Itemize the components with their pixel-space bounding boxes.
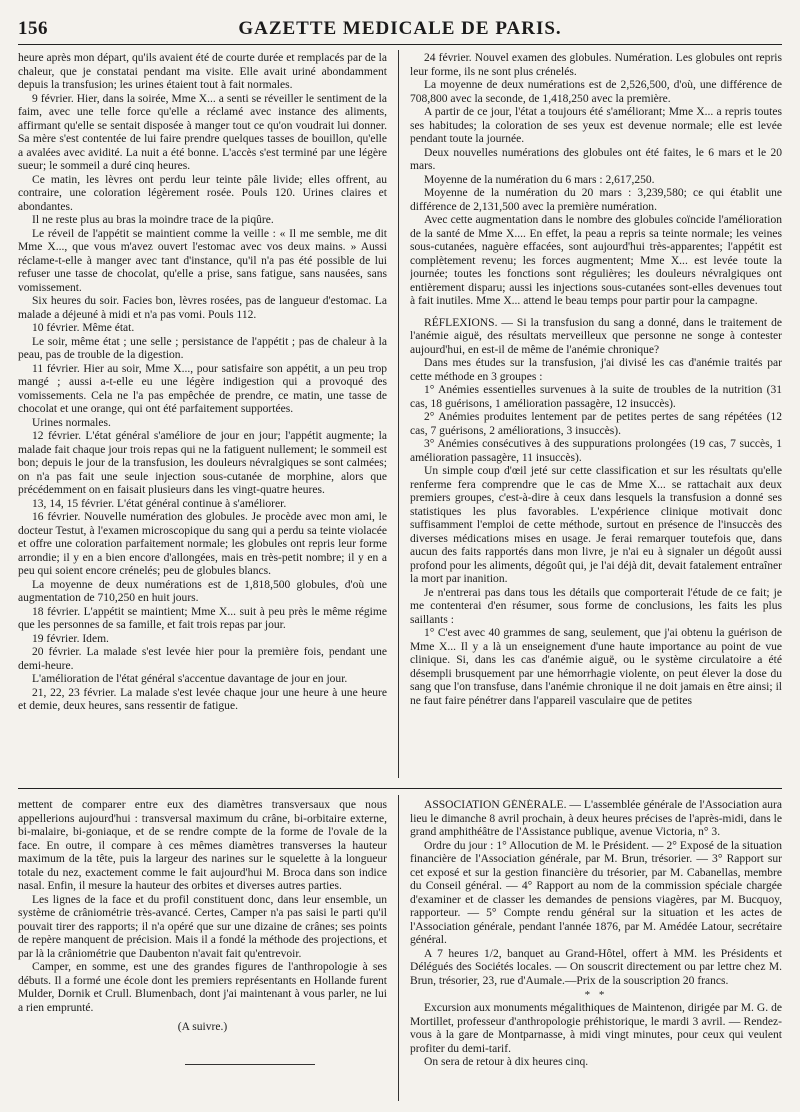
- paragraph: mettent de comparer entre eux des diamètres transversaux que nous appellerions aujourd'hui : transversal maximum du crâne, bi-orbitaire externe, bi-malaire, bi-goniaque, et de se rendre compte de la forme de l'ovale de la face. En outre, il compare à ces mêmes diamètres transverses la hauteur maximum de la tête, puis la largeur des narines sur le squelette à la longueur totale du nez, exactement comme le fait aujourd'hui M. Broca dans son indice nasal. Enfin, il mesure la hauteur des orbites et diverses autres parties.: [18, 799, 387, 892]
- paragraph: heure après mon départ, qu'ils avaient été de courte durée et remplacés par de la chaleur, que je constatai pendant ma visite. Elle avait uriné abondamment depuis la transfusion; les urines étaient tout à fait normales.: [18, 52, 387, 91]
- page-header: [18, 18, 782, 40]
- paragraph: 11 février. Hier au soir, Mme X..., pour satisfaire son appétit, a un peu trop mangé ; aussi a-t-elle eu une légère indigestion qui a provoqué des vomissements. Cela ne l'a pas empêchée de prendre, ce matin, une tasse de chocolat et une orange, qui ont été parfaitement supportées.: [18, 362, 387, 415]
- paragraph: 10 février. Même état.: [32, 322, 135, 334]
- footnote-rule: [185, 1064, 315, 1065]
- news-association-generale: ASSOCIATION GÉNÉRALE. — L'assemblée générale de l'Association aura lieu le dimanche 8 avril prochain, à deux heures précises de l'après-midi, dans le grand amphithéâtre de l'Assistance publique, avenue Victoria, n° 3.: [410, 799, 782, 838]
- journal-title: GAZETTE MEDICALE DE PARIS.: [238, 18, 562, 39]
- paragraph: 20 février. La malade s'est levée hier pour la première fois, pendant une demi-heure.: [18, 646, 387, 672]
- list-item: 2° Anémies produites lentement par de petites pertes de sang répétées (12 cas, 7 guérisons, 2 améliorations, 3 insuccès).: [410, 411, 782, 437]
- paragraph: Un simple coup d'œil jeté sur cette classification et sur les résultats qu'elle renferme fera comprendre que le cas de Mme X... se rattachait aux deux premiers groupes, c'est-à-dire à ceux dans lesquels la transfusion a donné ses statistiques les plus favorables. L'expérience clinique motivait donc suffisamment l'emploi de cette méthode, surtout en présence de l'insuccès des diverses médications mises en usage. Je ferai remarquer toutefois que, dans aucun des faits rapportés dans mon livre, je n'ai eu à signaler un dégoût aussi profond pour les aliments, dégoût qui, je l'ai déjà dit, devait fatalement entraîner la mort par inanition.: [410, 465, 782, 585]
- paragraph: 12 février. L'état général s'améliore de jour en jour; l'appétit augmente; la malade fait chaque jour trois repas qui ne la fatiguent nullement; le sommeil est bon; depuis le jour de la transfusion, les douleurs névralgiques se sont calmées; on n'a pas fait une seule injection sous-cutanée de morphine, alors que précédemment on en faisait plusieurs dans les vingt-quatre heures.: [18, 430, 387, 496]
- column-top-right: [410, 52, 782, 774]
- paragraph: 13, 14, 15 février. L'état général continue à s'améliorer.: [32, 497, 287, 510]
- paragraph: Dans mes études sur la transfusion, j'ai divisé les cas d'anémie traités par cette méthode en 3 groupes :: [410, 357, 782, 383]
- paragraph: On sera de retour à dix heures cinq.: [424, 1056, 589, 1068]
- section-rule: [18, 788, 782, 789]
- paragraph: La moyenne de deux numérations est de 1,818,500 globules, d'où une augmentation de 710,250 en huit jours.: [18, 578, 387, 604]
- column-divider-bottom: [398, 795, 399, 1101]
- section-heading-reflexions: RÉFLEXIONS. — Si la transfusion du sang a donné, dans le traitement de l'anémie aiguë, des résultats merveilleux que personne ne songe à contester aujourd'hui, en est-il de même de l'anémie chronique?: [410, 316, 782, 356]
- paragraph: Il ne reste plus au bras la moindre trace de la piqûre.: [32, 214, 274, 226]
- list-item: 3° Anémies consécutives à des suppurations prolongées (19 cas, 7 succès, 1 amélioration passagère, 11 insuccès).: [410, 438, 782, 464]
- paragraph: 16 février. Nouvelle numération des globules. Je procède avec mon ami, le docteur Testut, à l'examen microscopique du sang qui a perdu sa teinte violacée et offre une coloration parfaitement normale; les globules ont repris leur forme arrondie; il y en a bien encore d'allongées, mais en très-petit nombre; il y en a peu qui soient encore crénelés; peu de globules blancs.: [18, 511, 387, 577]
- paragraph: Camper, en somme, est une des grandes figures de l'anthropologie à ses débuts. Il a formé une école dont les premiers représentants en Hollande furent Mulder, Dornik et Crull. Blumenbach, dont j'ai maintenant à vous parler, ne lui a rien emprunté.: [18, 961, 387, 1014]
- column-divider: [398, 50, 399, 778]
- column-bottom-right: [410, 799, 782, 1099]
- column-top-left: [18, 52, 387, 774]
- paragraph: Ordre du jour : 1° Allocution de M. le Président. — 2° Exposé de la situation financière de l'Association générale, par M. Brun, trésorier. — 3° Rapport sur cet exposé et sur la gestion financière du trésorier, par M. Cabanellas, membre du Conseil général. — 4° Rapport au nom de la commission spéciale chargée d'examiner et de classer les demandes de pensions viagères, par M. Bucquoy, rapporteur. — 5° Compte rendu général sur la situation et les actes de l'Association générale, pendant l'année 1876, par M. Amédée Latour, secrétaire général.: [410, 839, 782, 946]
- paragraph: 9 février. Hier, dans la soirée, Mme X... a senti se réveiller le sentiment de la faim, avec une telle force qu'elle a réclamé avec instance des aliments, affirmant qu'elle se sentait disposée à manger tout ce qu'on voudrait lui donner. Sa mère s'est contentée de lui faire prendre quelques tasses de bouillon, qu'elle a avalées avec avidité. La nuit a été bonne. L'accès s'est terminé par une légère sueur; le sommeil a duré cinq heures.: [18, 92, 387, 172]
- paragraph: Ce matin, les lèvres ont perdu leur teinte pâle livide; elles offrent, au contraire, une coloration légèrement rosée. Pouls 120. Urines claires et abondantes.: [18, 173, 387, 213]
- paragraph: Le soir, même état ; une selle ; persistance de l'appétit ; pas de chaleur à la peau, pas de trouble de la digestion.: [18, 335, 387, 361]
- paragraph: Je n'entrerai pas dans tous les détails que comporterait l'étude de ce fait; je me contenterai d'en résumer, sous forme de conclusions, les faits les plus saillants :: [410, 586, 782, 626]
- header-rule: [18, 44, 782, 45]
- paragraph: Urines normales.: [32, 416, 111, 429]
- list-item: 1° Anémies essentielles survenues à la suite de troubles de la nutrition (31 cas, 18 guérisons, 1 amélioration passagère, 12 insuccès).: [410, 384, 782, 410]
- column-bottom-left: [18, 799, 387, 1099]
- news-excursion: Excursion aux monuments mégalithiques de Maintenon, dirigée par M. G. de Mortillet, professeur d'anthropologie préhistorique, le mardi 3 avril. — Rendez-vous à la gare de Montparnasse, à midi vingt minutes, pour ceux qui veulent profiter du demi-tarif.: [410, 1002, 782, 1055]
- paragraph: 24 février. Nouvel examen des globules. Numération. Les globules ont repris leur forme, ils ne sont plus crénelés.: [410, 52, 782, 78]
- paragraph: A partir de ce jour, l'état a toujours été s'améliorant; Mme X... a repris toutes ses habitudes; la coloration de ses yeux est devenue normale; elle est levée pendant toute la journée.: [410, 106, 782, 145]
- to-be-continued: (A suivre.): [177, 1021, 228, 1033]
- paragraph: Moyenne de la numération du 20 mars : 3,239,580; ce qui établit une différence de 2,131,500 avec la première numération.: [410, 187, 782, 213]
- page-number: 156: [18, 18, 48, 39]
- paragraph: Deux nouvelles numérations des globules ont été faites, le 6 mars et le 20 mars.: [410, 146, 782, 172]
- paragraph: Les lignes de la face et du profil constituent donc, dans leur ensemble, un système de crâniométrie très-avancé. Certes, Camper n'a pas saisi le parti qu'il pouvait tirer des rapports; il n'a opéré que sur une dizaine de crânes; ses points de repère manquent de précision. Mais il a fondé la méthode des projections, et par là la crâniométrie que Daubenton n'avait fait qu'entrevoir.: [18, 893, 387, 960]
- paragraph: Avec cette augmentation dans le nombre des globules coïncide l'amélioration de la santé de Mme X.... En effet, la peau a repris sa teinte normale; les veines sous-cutanées, naguère effacées, sont aujourd'hui très-apparentes; l'appétit est complètement revenu; les forces augmentent; Mme X... est levée toute la journée; toutes les fonctions sont régulières; les douleurs névralgiques ont entièrement disparu; aussi les injections sous-cutanées sont-elles devenues tout à fait inutiles. Mme X... attend le beau temps pour partir pour la campagne.: [410, 214, 782, 307]
- paragraph: Le réveil de l'appétit se maintient comme la veille : « Il me semble, me dit Mme X..., que vous m'avez ouvert l'estomac avec vos deux mains. » Aussi réclame-t-elle à manger avec tant d'instance, qu'il n'a pas été possible de lui refuser une tasse de chocolat, qu'elle a prise, sans fatigue, sans nausées, sans vomissement.: [18, 227, 387, 294]
- paragraph: L'amélioration de l'état général s'accentue davantage de jour en jour.: [32, 673, 348, 685]
- paragraph: 21, 22, 23 février. La malade s'est levée chaque jour une heure à une heure et demie, deux heures, sans ressentir de fatigue.: [18, 686, 387, 712]
- section-stars: * *: [584, 989, 608, 1001]
- paragraph: 1° C'est avec 40 grammes de sang, seulement, que j'ai obtenu la guérison de Mme X... Il y a là un enseignement d'une haute importance au point de vue clinique. Si, dans les cas d'anémie aiguë, ou le système circulatoire a été désempli brusquement par une hémorrhagie violente, on peut élever la dose du sang que l'on transfuse, dans l'anémie chronique il ne doit jamais en être ainsi; il ne faut faire pénétrer dans l'appareil vasculaire que de petites: [410, 627, 782, 707]
- paragraph: A 7 heures 1/2, banquet au Grand-Hôtel, offert à MM. les Présidents et Délégués des Sociétés locales. — On souscrit directement ou par lettre chez M. Brun, trésorier, 23, rue d'Aumale.—Prix de la souscription 20 francs.: [410, 947, 782, 987]
- paragraph: Six heures du soir. Facies bon, lèvres rosées, pas de langueur d'estomac. La malade a déjeuné à midi et n'a pas vomi. Pouls 112.: [18, 295, 387, 321]
- paragraph: 18 février. L'appétit se maintient; Mme X... suit à peu près le même régime que les personnes de sa famille, et fait trois repas par jour.: [18, 605, 387, 631]
- paragraph: 19 février. Idem.: [32, 632, 109, 645]
- paragraph: La moyenne de deux numérations est de 2,526,500, d'où, une différence de 708,800 avec la seconde, de 1,418,250 avec la première.: [410, 79, 782, 105]
- paragraph: Moyenne de la numération du 6 mars : 2,617,250.: [424, 173, 655, 186]
